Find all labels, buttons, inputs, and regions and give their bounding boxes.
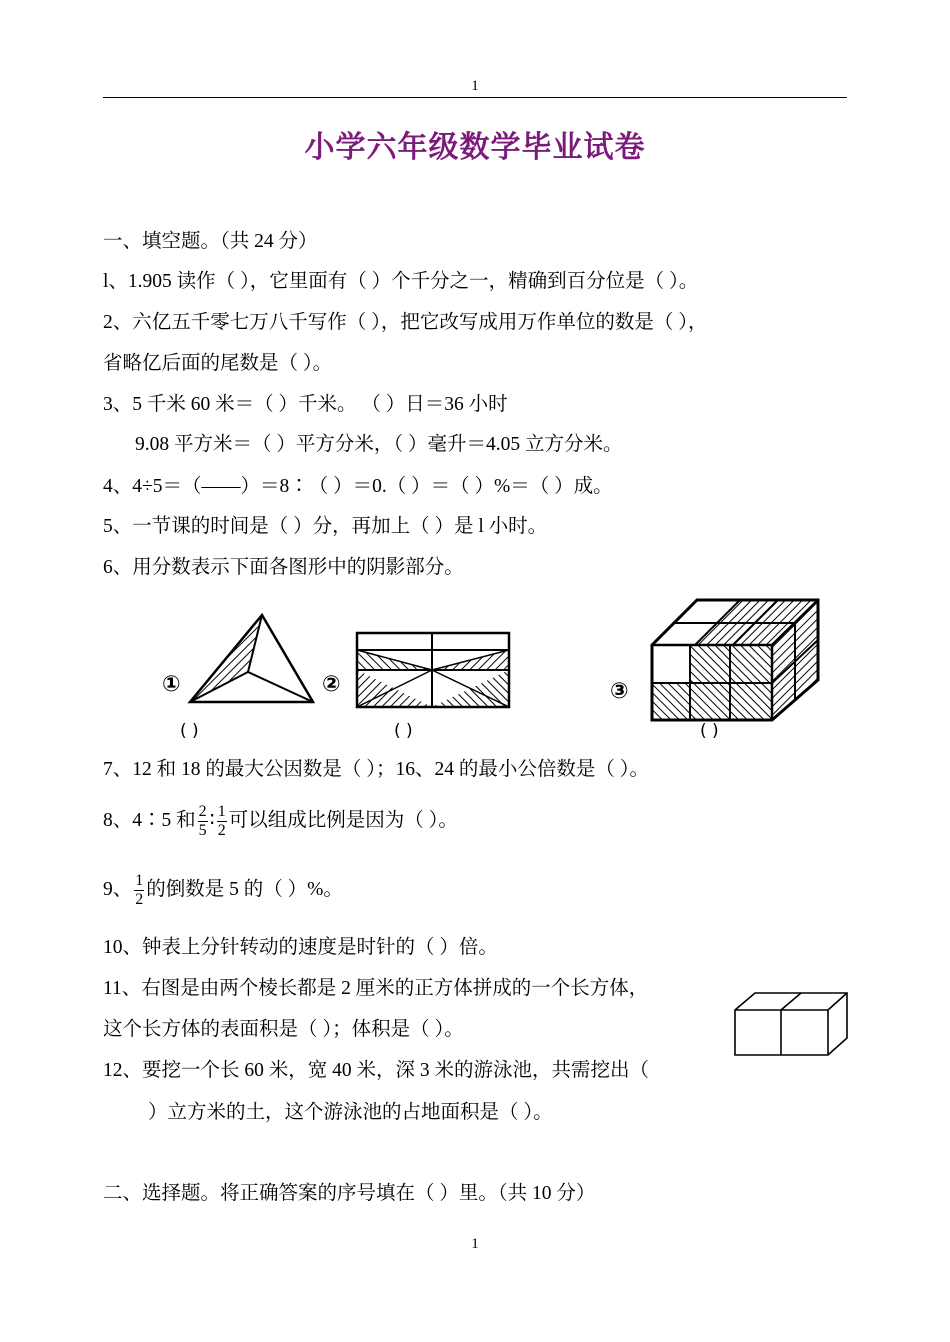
question-6: 6、用分数表示下面各图形中的阴影部分。 xyxy=(103,557,464,578)
question-1: l、1.905 读作（ ），它里面有（ ）个千分之一，精确到百分位是（ ）。 xyxy=(103,271,699,292)
fraction-numerator: 1 xyxy=(135,872,144,889)
figure-2-rectangle xyxy=(357,633,509,707)
page-title: 小学六年级数学毕业试卷 xyxy=(304,130,646,165)
section1-heading: 一、填空题。（共 24 分） xyxy=(103,231,318,252)
question-2-line1: 2、六亿五千零七万八千写作（ ），把它改写成用万作单位的数是（ ）， xyxy=(103,312,708,333)
question-8-fraction-2 xyxy=(217,803,227,840)
figure-3-cuboid xyxy=(652,600,818,720)
figure-3-blank: ( ) xyxy=(700,721,719,741)
question-9-prefix: 9、 xyxy=(103,878,133,900)
fraction-numerator: 2 xyxy=(198,803,207,820)
question-6-figures xyxy=(150,590,830,750)
question-8-suffix: 可以组成比例是因为（ ）。 xyxy=(228,809,458,831)
figure-1-triangle xyxy=(190,615,313,702)
question-8-fraction-1 xyxy=(198,803,208,840)
fraction-denominator: 2 xyxy=(217,822,226,839)
figure-2-label: ② xyxy=(322,672,341,697)
question-12-line1: 12、要挖一个长 60 米，宽 40 米，深 3 米的游泳池，共需挖出（ xyxy=(103,1060,650,1081)
fraction-denominator: 5 xyxy=(198,822,207,839)
question-9-suffix: 的倒数是 5 的（ ）%。 xyxy=(146,878,343,900)
fraction-numerator: 1 xyxy=(217,803,226,820)
figure-2-blank: ( ) xyxy=(394,721,413,741)
question-7: 7、12 和 18 的最大公因数是（ ）；16、24 的最小公倍数是（ ）。 xyxy=(103,759,650,780)
question-5: 5、一节课的时间是（ ）分，再加上（ ）是 l 小时。 xyxy=(103,516,548,537)
question-3-line2: 9.08 平方米＝（ ）平方分米，（ ）毫升＝4.05 立方分米。 xyxy=(135,434,623,455)
header-rule xyxy=(103,97,847,98)
question-10: 10、钟表上分针转动的速度是时针的（ ）倍。 xyxy=(103,937,498,958)
question-11-cuboid-figure xyxy=(730,990,855,1060)
header-page-number: 1 xyxy=(471,78,479,94)
question-8-prefix: 8、4∶5 和 xyxy=(103,809,196,831)
question-11-line2: 这个长方体的表面积是（ ）；体积是（ ）。 xyxy=(103,1019,464,1040)
question-4: 4、4÷5＝（——）＝8∶（ ）＝0.（ ）＝（ ）%＝（ ）成。 xyxy=(103,476,613,497)
question-12-line2: ）立方米的土，这个游泳池的占地面积是（ ）。 xyxy=(148,1102,553,1123)
figure-3-label: ③ xyxy=(610,679,629,704)
section2-heading: 二、选择题。将正确答案的序号填在（ ）里。（共 10 分） xyxy=(103,1183,596,1204)
figure-1-label: ① xyxy=(162,672,181,697)
question-3-line1: 3、5 千米 60 米＝（ ）千米。 （ ）日＝36 小时 xyxy=(103,394,508,415)
fraction-denominator: 2 xyxy=(135,891,144,908)
question-9 xyxy=(103,872,343,909)
question-2-line2: 省略亿后面的尾数是（ ）。 xyxy=(103,353,333,374)
figure-1-blank: ( ) xyxy=(180,721,199,741)
question-11-line1: 11、右图是由两个棱长都是 2 厘米的正方体拼成的一个长方体， xyxy=(103,978,649,999)
question-8-colon: ∶ xyxy=(209,809,215,831)
footer-page-number: 1 xyxy=(471,1236,479,1252)
question-9-fraction xyxy=(134,872,144,909)
question-8 xyxy=(103,803,458,840)
